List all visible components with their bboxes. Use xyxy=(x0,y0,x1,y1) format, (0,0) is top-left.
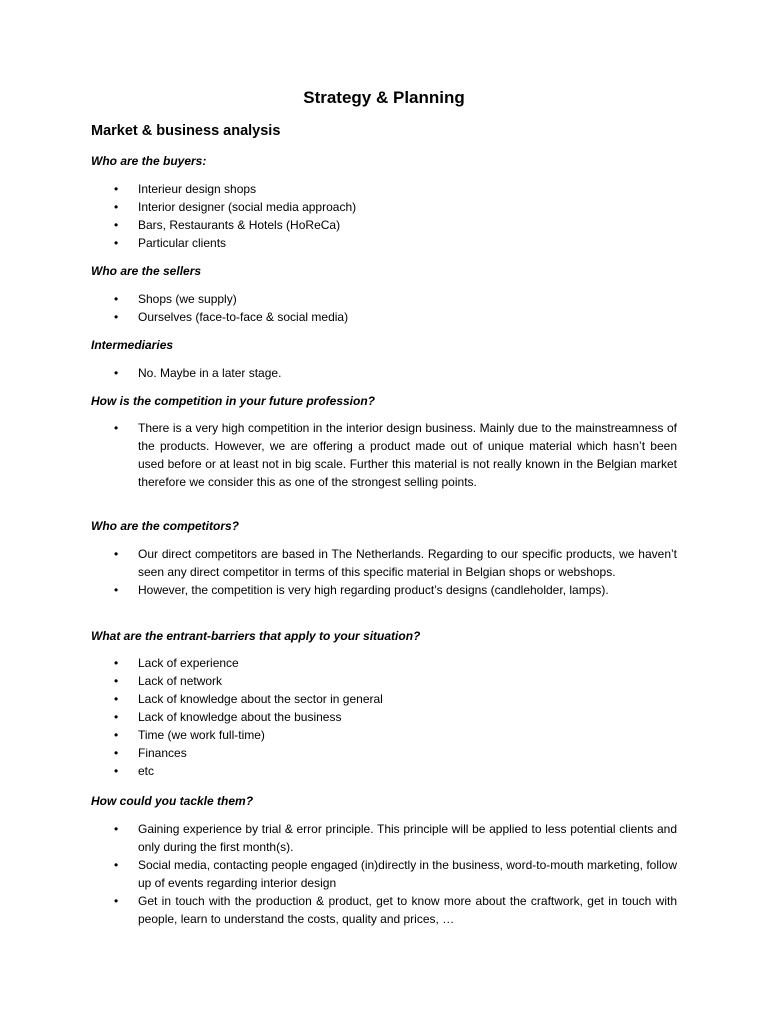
bullet-icon: • xyxy=(114,182,119,196)
bullet-icon: • xyxy=(114,764,119,778)
list-item: • Particular clients xyxy=(114,236,227,250)
list-item: • Lack of knowledge about the sector in general xyxy=(114,692,383,706)
list-sellers xyxy=(91,290,677,326)
list-item: • Social media, contacting people engaged (in)directly in the business, word-to-mouth marketing, follow up of events regarding interior design xyxy=(114,858,677,890)
question-competition: How is the competition in your future profession? xyxy=(91,394,376,408)
list-item: • Gaining experience by trial & error principle. This principle will be applied to less potential clients and only during the first month(s). xyxy=(114,822,677,854)
list-item: • Lack of knowledge about the business xyxy=(114,710,342,724)
page-title: Strategy & Planning xyxy=(303,88,465,107)
question-sellers: Who are the sellers xyxy=(91,264,202,278)
bullet-icon: • xyxy=(114,728,119,742)
bullet-icon: • xyxy=(114,310,119,324)
bullet-icon: • xyxy=(114,656,119,670)
bullet-icon: • xyxy=(114,218,119,232)
list-item: • Get in touch with the production & product, get to know more about the craftwork, get in touch with people, learn to understand the costs, quality and prices, … xyxy=(114,894,677,926)
bullet-icon: • xyxy=(114,547,119,561)
list-item: • Finances xyxy=(114,746,187,760)
bullet-icon: • xyxy=(114,421,119,435)
list-item: • Shops (we supply) xyxy=(114,292,237,306)
question-entrant-barriers: What are the entrant-barriers that apply to your situation? xyxy=(91,629,421,643)
bullet-icon: • xyxy=(114,894,119,908)
bullet-icon: • xyxy=(114,366,119,380)
list-item: • However, the competition is very high regarding product’s designs (candleholder, lamps). xyxy=(114,583,609,597)
bullet-icon: • xyxy=(114,236,119,250)
question-buyers: Who are the buyers: xyxy=(91,154,207,168)
list-item: • No. Maybe in a later stage. xyxy=(114,366,282,380)
list-item: • Our direct competitors are based in The Netherlands. Regarding to our specific products, we haven’t seen any direct competitor in terms of this specific material in Belgian shops or webshops. xyxy=(114,547,677,579)
list-entrant-barriers xyxy=(91,654,677,780)
list-item: • Time (we work full-time) xyxy=(114,728,265,742)
bullet-icon: • xyxy=(114,858,119,872)
bullet-icon: • xyxy=(114,583,119,597)
list-tackle xyxy=(91,820,677,928)
list-intermediaries xyxy=(91,364,677,382)
bullet-icon: • xyxy=(114,692,119,706)
question-competitors: Who are the competitors? xyxy=(91,519,240,533)
list-item: • There is a very high competition in the interior design business. Mainly due to the mainstreamness of the products. However, we are offering a product made out of unique material which hasn’t been used before or at least not in big scale. Further this material is not really known in the Belgian market therefore we consider this as one of the strongest selling points. xyxy=(114,421,677,489)
list-item: • Interior designer (social media approach) xyxy=(114,200,357,214)
list-competitors xyxy=(91,545,677,599)
bullet-icon: • xyxy=(114,746,119,760)
list-item: • etc xyxy=(114,764,155,778)
list-item: • Ourselves (face-to-face & social media) xyxy=(114,310,349,324)
list-item: • Bars, Restaurants & Hotels (HoReCa) xyxy=(114,218,341,232)
question-intermediaries: Intermediaries xyxy=(91,338,174,352)
list-item: • Interieur design shops xyxy=(114,182,257,196)
bullet-icon: • xyxy=(114,292,119,306)
list-buyers xyxy=(91,180,677,252)
question-tackle: How could you tackle them? xyxy=(91,794,254,808)
list-item: • Lack of experience xyxy=(114,656,239,670)
bullet-icon: • xyxy=(114,710,119,724)
list-item: • Lack of network xyxy=(114,674,223,688)
list-competition xyxy=(91,419,677,491)
bullet-icon: • xyxy=(114,822,119,836)
bullet-icon: • xyxy=(114,200,119,214)
section-heading: Market & business analysis xyxy=(91,123,281,139)
bullet-icon: • xyxy=(114,674,119,688)
